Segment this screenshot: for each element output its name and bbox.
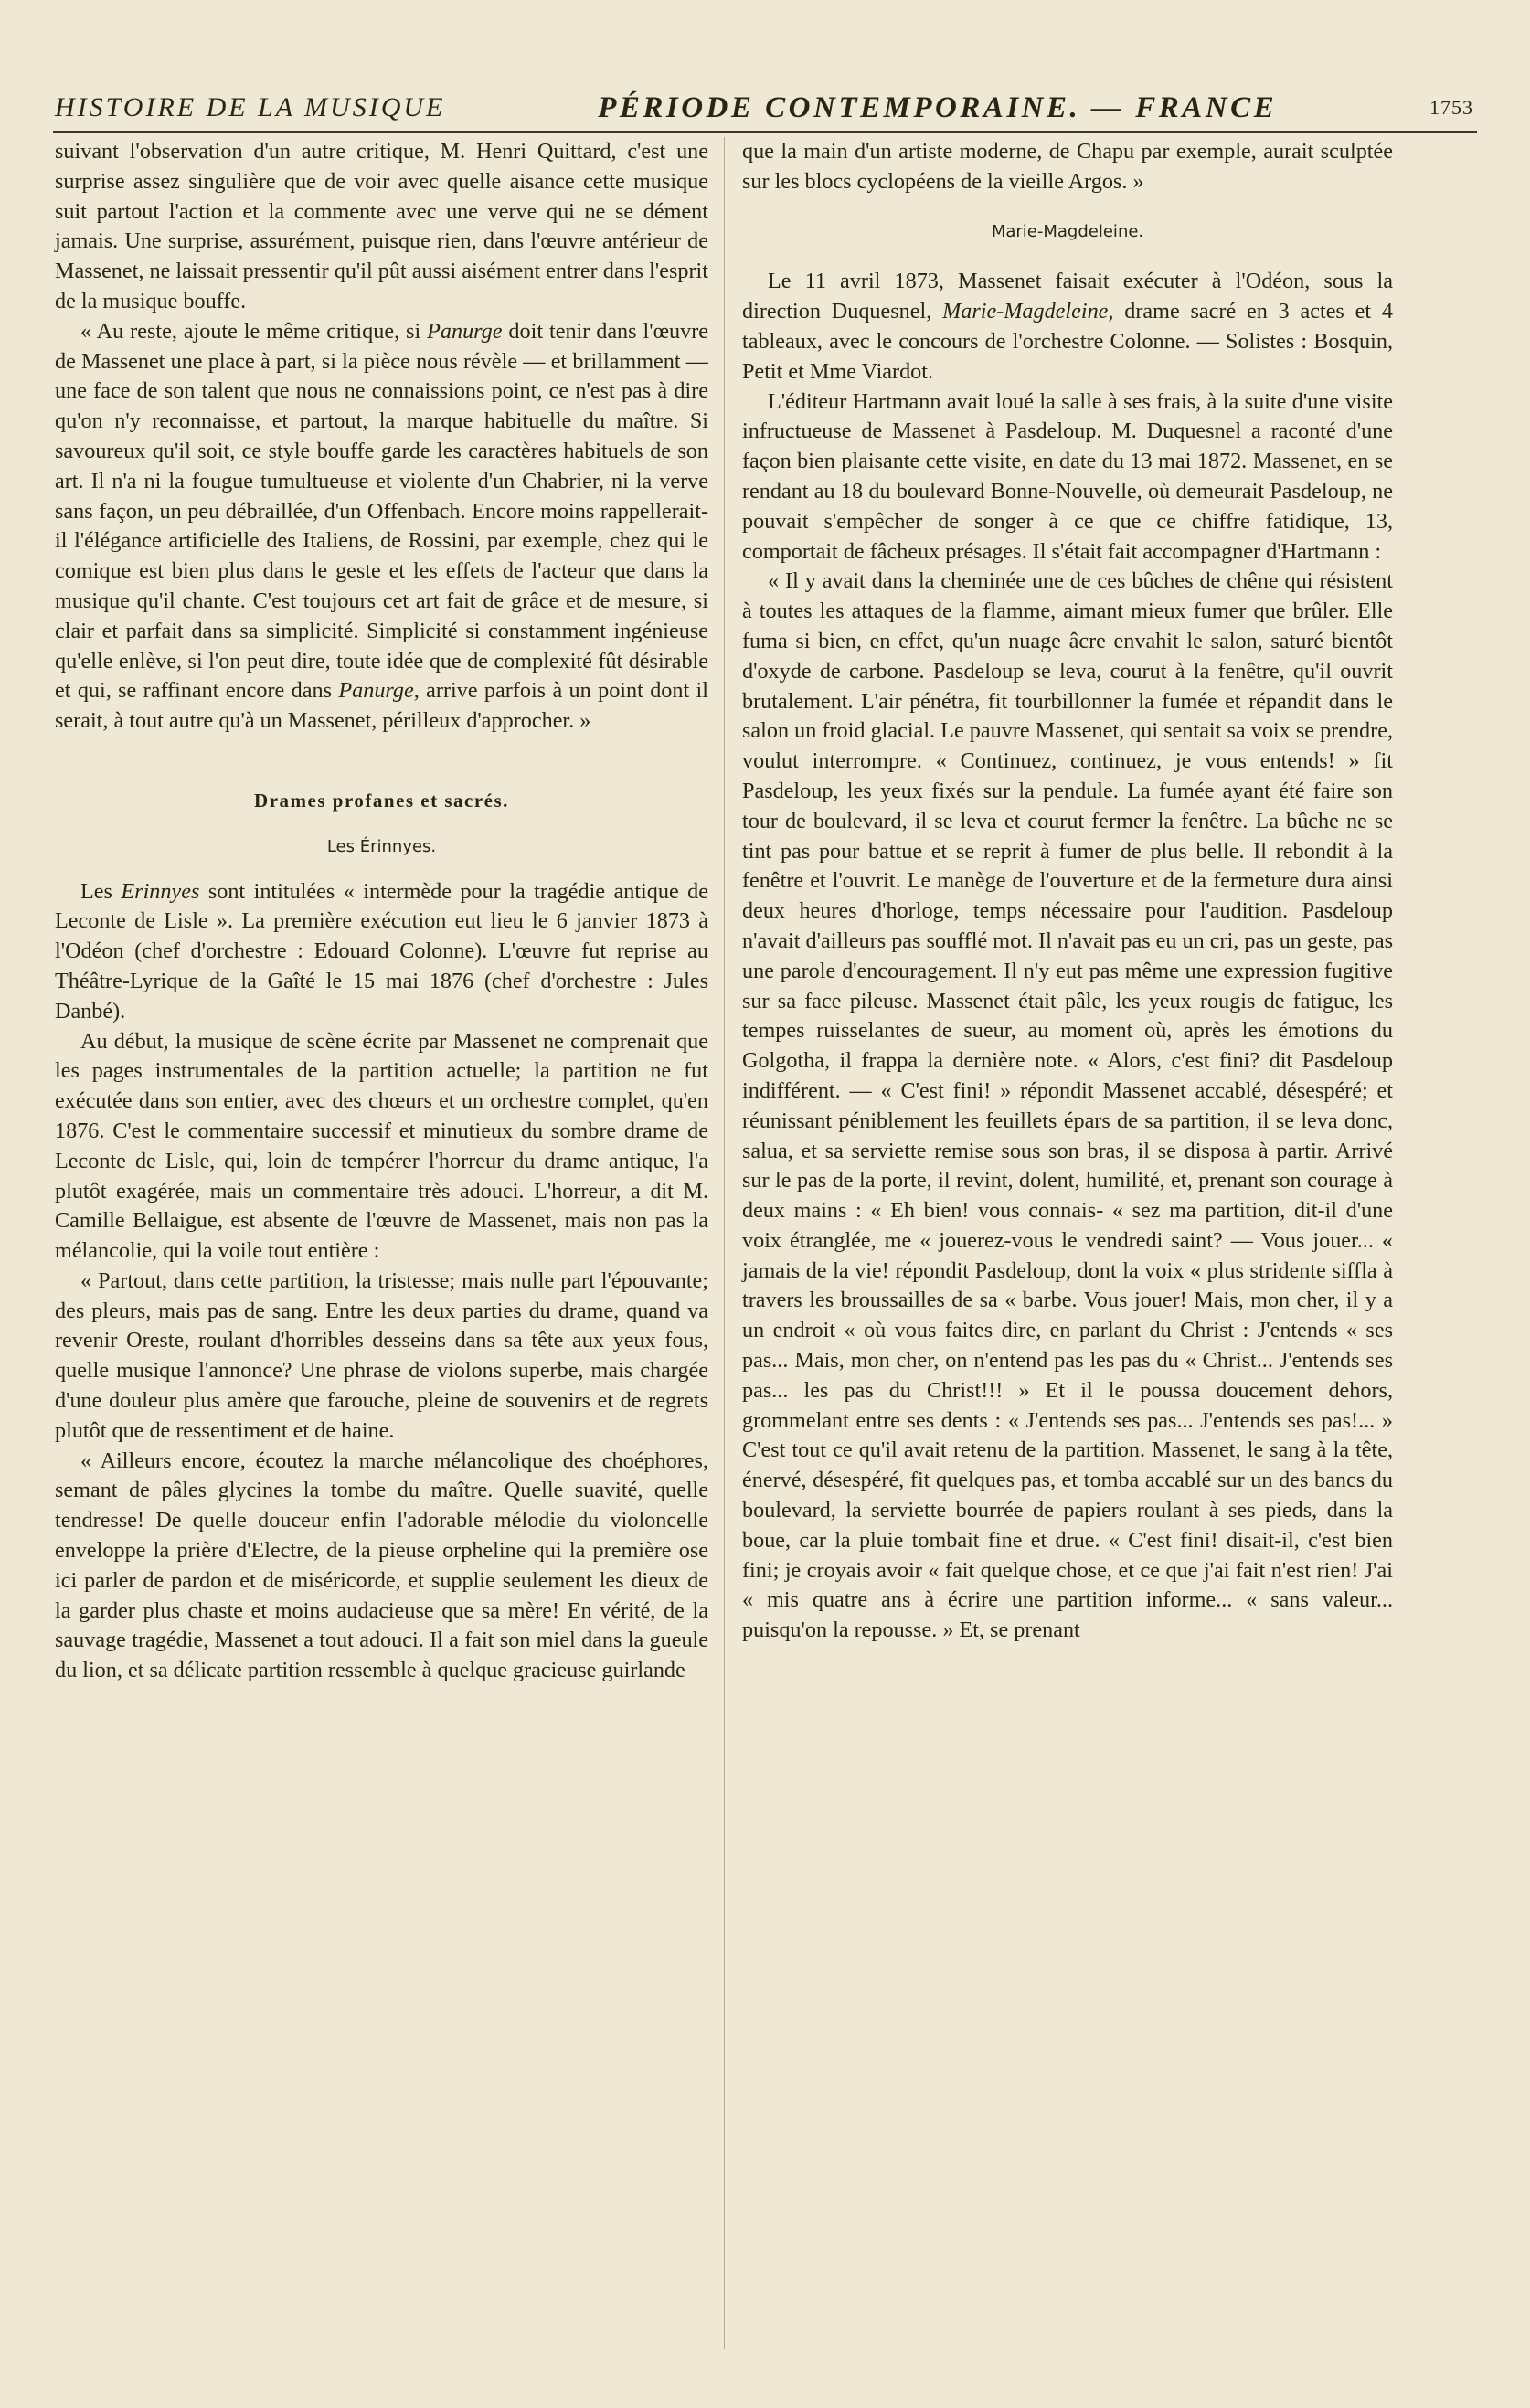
text-run: arrive parfois à un point dont il serait, à tout autre qu'à un Massenet, périlleux d'approcher. » [55, 678, 708, 734]
page-number: 1753 [1429, 96, 1473, 119]
paragraph [55, 877, 708, 1027]
header-book-title: HISTOIRE DE LA MUSIQUE [55, 92, 446, 122]
column-divider [724, 137, 725, 2349]
paragraph [55, 317, 708, 737]
text-run: « Au reste, ajoute le même critique, si [80, 318, 428, 344]
quote-paragraph: « Il y avait dans la cheminée une de ces bûches de chêne qui résistent à toutes les attaques de la flamme, aimant mieux fumer que brûler. Elle fuma si bien, en effet, qu'un nuage âcre envahit le salon, saturé bientôt d'oxyde de carbone. Pasdeloup se leva, courut à la fenêtre, qu'il ouvrit brutalement. L'air pénétra, fit tourbillonner la fumée et répandit dans le salon un froid glacial. Le pauvre Massenet, qui sentait sa voix se prendre, voulut interrompre. « Continuez, continuez, je vous entends! » fit Pasdeloup, les yeux fixés sur la pendule. La fumée ayant été faire son tour de boulevard, il se leva et courut fermer la fenêtre. La bûche ne se tint pas pour battue et se reprit à fumer de plus belle. Il rebondit à la fenêtre et l'ouvrit. Le manège de l'ouverture et de la fermeture dura ainsi deux heures d'horloge, temps nécessaire pour l'audition. Pasdeloup n'avait d'ailleurs pas soufflé mot. Il n'avait pas eu un cri, pas un geste, pas une parole d'encouragement. Il n'y eut pas même une expression fugitive sur sa face pileuse. Massenet était pâle, les yeux rougis de fatigue, les tempes ruisselantes de sueur, au moment où, après les émotions du Golgotha, il frappa la dernière note. « Alors, c'est fini? dit Pasdeloup indifférent. — « C'est fini! » répondit Massenet accablé, désespéré; et réunissant péniblement les feuillets épars de sa partition, il se leva donc, salua, et sa serviette remise sous son bras, il se disposa à partir. Arrivé sur le pas de la porte, il revint, dolent, humilité, et, prenant son courage à deux mains : « Eh bien! vous connais- « sez ma partition, dit-il d'une voix étranglée, me « jouerez-vous le vendredi saint? — Vous jouer... « jamais de la vie! répondit Pasdeloup, dont la voix « plus stridente siffla à travers les broussailles de sa « barbe. Vous jouer! Mais, mon cher, il y a un endroit « où vous faites dire, en parlant du Christ : J'entends « ses pas... Mais, mon cher, on n'entend pas les pas du « Christ... J'entends ses pas... les pas du Christ!!! » Et il le poussa doucement dehors, grommelant entre ses dents : « J'entends ses pas... J'entends ses pas!... » C'est tout ce qu'il avait retenu de la partition. Massenet, le sang à la tête, énervé, désespéré, fit quelques pas, et tomba accablé sur un des bancs du boulevard, la serviette bourrée de papiers roulant à ses pieds, dans la boue, car la pluie tombait fine et drue. « C'est fini! disait-il, c'est bien fini; je croyais avoir « fait quelque chose, et ce que j'ai fait n'est rien! J'ai « mis quatre ans à écrire une partition informe... « sans valeur... puisqu'on la repousse. » Et, se prenant [742, 568, 1393, 1643]
italic-title: Panurge [427, 318, 503, 344]
header-rule [53, 131, 1477, 133]
left-column [55, 137, 708, 1686]
text-run: sont intitulées « intermède pour la tragédie antique de Leconte de Lisle ». La première exécution eut lieu le 6 janvier 1873 à l'Odéon (chef d'orchestre : Edouard Colonne). L'œuvre fut reprise au Théâtre-Lyrique de la Gaîté le 15 mai 1876 (chef d'orchestre : Jules Danbé). [55, 878, 708, 1024]
running-header [55, 88, 1473, 128]
text-run: Les [80, 878, 122, 904]
paragraph [742, 267, 1393, 387]
italic-title: Erinnyes [121, 878, 200, 904]
header-section-title: PÉRIODE CONTEMPORAINE. — FRANCE [598, 90, 1278, 124]
text-run: drame sacré en 3 actes et 4 tableaux, avec le concours de l'orchestre Colonne. — Solistes : Bosquin, Petit et Mme Viardot. [742, 299, 1394, 384]
subsection-heading: Les Érinnyes. [326, 836, 437, 856]
paragraph: L'éditeur Hartmann avait loué la salle à ses frais, à la suite d'une visite infructueuse de Massenet à Pasdeloup. M. Duquesnel a raconté d'une façon bien plaisante cette visite, en date du 13 mai 1872. Massenet, en se rendant au 18 du boulevard Bonne-Nouvelle, où demeurait Pasdeloup, ne pouvait s'empêcher de songer à ce que ce chiffre fatidique, 13, comportait de fâcheux présages. Il s'était fait accompagner d'Hartmann : [742, 388, 1393, 564]
quote-paragraph: « Partout, dans cette partition, la tristesse; mais nulle part l'épouvante; des pleurs, mais pas de sang. Entre les deux parties du drame, quand va revenir Oreste, roulant d'horribles desseins dans sa tête aux yeux fous, quelle musique l'annonce? Une phrase de violons superbe, mais chargée d'une douleur plus amère que farouche, pleine de souvenirs et de regrets plutôt que de ressentiment et de haine. [55, 1268, 708, 1443]
section-heading: Drames profanes et sacrés. [254, 789, 509, 812]
italic-title: Panurge, [338, 678, 420, 704]
text-run: doit tenir dans l'œuvre de Massenet une place à part, si la pièce nous révèle — et brillamment — une face de son talent que nous ne connaissions point, ce n'est pas à dire qu'on n'y reconnaisse, et partout, la marque habituelle du maître. Si savoureux qu'il soit, ce style bouffe garde les caractères habituels de son art. Il n'a ni la fougue tumultueuse et violente d'un Chabrier, ni la verve sans façon, un peu débraillée, d'un Offenbach. Encore moins rappellerait-il l'élégance artificielle des Italiens, de Rossini, par exemple, chez qui le comique est bien plus dans le geste et les effets de l'acteur que dans la musique qu'il chante. C'est toujours cet art fait de grâce et de mesure, si clair et parfait dans sa simplicité. Simplicité si constamment ingénieuse qu'elle enlève, si l'on peut dire, toute idée que de complexité fût désirable et qui, se raffinant encore dans [55, 318, 709, 704]
text-run: Le 11 avril 1873, Massenet faisait exécuter à l'Odéon, sous la direction Duquesnel, [742, 269, 1393, 324]
paragraph: Au début, la musique de scène écrite par Massenet ne comprenait que les pages instrumentales de la partition actuelle; la partition ne fut exécutée dans son entier, avec des chœurs et un orchestre complet, qu'en 1876. C'est le commentaire successif et minutieux du sombre drame de Leconte de Lisle, qui, loin de tempérer l'horreur du drame antique, l'a plutôt exagérée, mais un commentaire très adouci. L'horreur, a dit M. Camille Bellaigue, est absente de l'œuvre de Massenet, mais non pas la mélancolie, qui la voile tout entière : [55, 1028, 708, 1264]
quote-paragraph: « Ailleurs encore, écoutez la marche mélancolique des choéphores, semant de pâles glycines la tombe du maître. Quelle suavité, quelle tendresse! De quelle douceur enfin l'adorable mélodie du violoncelle enveloppe la prière d'Electre, de la pieuse orpheline qui la première ose ici parler de pardon et de miséricorde, et supplie seulement les dieux de la garder plus chaste et moins audacieuse que sa mère! En vérité, de la sauvage tragédie, Massenet a tout adouci. Il a fait son miel dans la gueule du lion, et sa délicate partition ressemble à quelque gracieuse guirlande [55, 1448, 708, 1683]
paragraph: suivant l'observation d'un autre critique, M. Henri Quittard, c'est une surprise assez singulière que de voir avec quelle aisance cette musique suit partout l'action et la commente avec une verve qui ne se dément jamais. Une surprise, assurément, puisque rien, dans l'œuvre antérieur de Massenet, ne laissait pressentir qu'il pût aussi aisément entrer dans l'esprit de la musique bouffe. [55, 139, 708, 313]
paragraph: que la main d'un artiste moderne, de Chapu par exemple, aurait sculptée sur les blocs cyclopéens de la vieille Argos. » [742, 139, 1393, 194]
italic-title: Marie-Magdeleine, [942, 299, 1114, 324]
right-column [742, 137, 1393, 1646]
subsection-heading: Marie-Magdeleine. [991, 221, 1144, 241]
